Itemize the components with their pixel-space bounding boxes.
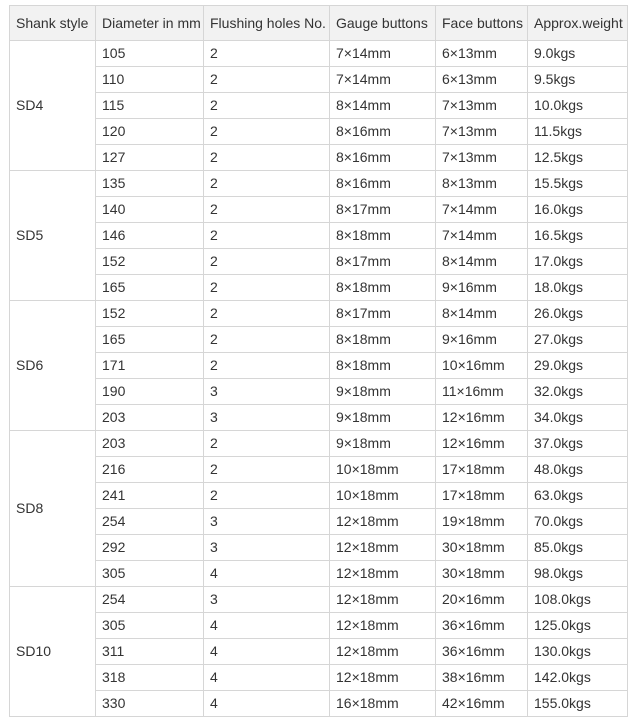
header-flushing-holes: Flushing holes No. (204, 6, 330, 41)
diameter-cell: 146 (96, 223, 204, 249)
flushing-holes-cell: 2 (204, 483, 330, 509)
face-buttons-cell: 36×16mm (436, 639, 528, 665)
face-buttons-cell: 36×16mm (436, 613, 528, 639)
gauge-buttons-cell: 8×16mm (330, 145, 436, 171)
table-row (10, 691, 628, 717)
diameter-cell: 292 (96, 535, 204, 561)
face-buttons-cell: 8×14mm (436, 301, 528, 327)
shank-style-cell: SD6 (10, 301, 96, 431)
flushing-holes-cell: 2 (204, 41, 330, 67)
diameter-cell: 105 (96, 41, 204, 67)
flushing-holes-cell: 2 (204, 249, 330, 275)
flushing-holes-cell: 3 (204, 379, 330, 405)
weight-cell: 130.0kgs (528, 639, 628, 665)
gauge-buttons-cell: 8×17mm (330, 197, 436, 223)
face-buttons-cell: 20×16mm (436, 587, 528, 613)
weight-cell: 10.0kgs (528, 93, 628, 119)
flushing-holes-cell: 2 (204, 145, 330, 171)
weight-cell: 125.0kgs (528, 613, 628, 639)
header-gauge-buttons: Gauge buttons (330, 6, 436, 41)
table-row (10, 249, 628, 275)
diameter-cell: 318 (96, 665, 204, 691)
diameter-cell: 190 (96, 379, 204, 405)
shank-style-cell: SD10 (10, 587, 96, 717)
face-buttons-cell: 7×13mm (436, 119, 528, 145)
flushing-holes-cell: 4 (204, 691, 330, 717)
face-buttons-cell: 7×14mm (436, 223, 528, 249)
spec-table (9, 5, 628, 717)
diameter-cell: 152 (96, 301, 204, 327)
flushing-holes-cell: 2 (204, 353, 330, 379)
table-row (10, 405, 628, 431)
diameter-cell: 311 (96, 639, 204, 665)
weight-cell: 98.0kgs (528, 561, 628, 587)
diameter-cell: 165 (96, 275, 204, 301)
flushing-holes-cell: 4 (204, 561, 330, 587)
face-buttons-cell: 8×13mm (436, 171, 528, 197)
weight-cell: 34.0kgs (528, 405, 628, 431)
flushing-holes-cell: 2 (204, 67, 330, 93)
gauge-buttons-cell: 8×17mm (330, 249, 436, 275)
weight-cell: 18.0kgs (528, 275, 628, 301)
diameter-cell: 203 (96, 431, 204, 457)
weight-cell: 9.5kgs (528, 67, 628, 93)
weight-cell: 17.0kgs (528, 249, 628, 275)
face-buttons-cell: 7×14mm (436, 197, 528, 223)
face-buttons-cell: 6×13mm (436, 67, 528, 93)
gauge-buttons-cell: 12×18mm (330, 587, 436, 613)
shank-style-cell: SD4 (10, 41, 96, 171)
weight-cell: 48.0kgs (528, 457, 628, 483)
flushing-holes-cell: 2 (204, 119, 330, 145)
diameter-cell: 171 (96, 353, 204, 379)
face-buttons-cell: 6×13mm (436, 41, 528, 67)
gauge-buttons-cell: 8×18mm (330, 353, 436, 379)
diameter-cell: 203 (96, 405, 204, 431)
flushing-holes-cell: 3 (204, 509, 330, 535)
flushing-holes-cell: 3 (204, 587, 330, 613)
face-buttons-cell: 19×18mm (436, 509, 528, 535)
weight-cell: 29.0kgs (528, 353, 628, 379)
face-buttons-cell: 42×16mm (436, 691, 528, 717)
diameter-cell: 305 (96, 561, 204, 587)
face-buttons-cell: 12×16mm (436, 431, 528, 457)
diameter-cell: 165 (96, 327, 204, 353)
table-row (10, 171, 628, 197)
gauge-buttons-cell: 8×18mm (330, 223, 436, 249)
gauge-buttons-cell: 12×18mm (330, 613, 436, 639)
header-shank-style: Shank style (10, 6, 96, 41)
table-row (10, 223, 628, 249)
table-row (10, 301, 628, 327)
gauge-buttons-cell: 10×18mm (330, 457, 436, 483)
header-diameter: Diameter in mm (96, 6, 204, 41)
flushing-holes-cell: 2 (204, 93, 330, 119)
weight-cell: 70.0kgs (528, 509, 628, 535)
flushing-holes-cell: 2 (204, 301, 330, 327)
diameter-cell: 127 (96, 145, 204, 171)
flushing-holes-cell: 3 (204, 405, 330, 431)
table-row (10, 509, 628, 535)
flushing-holes-cell: 2 (204, 275, 330, 301)
table-row (10, 379, 628, 405)
table-row (10, 587, 628, 613)
diameter-cell: 152 (96, 249, 204, 275)
diameter-cell: 305 (96, 613, 204, 639)
weight-cell: 155.0kgs (528, 691, 628, 717)
gauge-buttons-cell: 9×18mm (330, 379, 436, 405)
weight-cell: 142.0kgs (528, 665, 628, 691)
table-row (10, 67, 628, 93)
weight-cell: 85.0kgs (528, 535, 628, 561)
face-buttons-cell: 10×16mm (436, 353, 528, 379)
table-row (10, 483, 628, 509)
table-row (10, 561, 628, 587)
weight-cell: 27.0kgs (528, 327, 628, 353)
gauge-buttons-cell: 8×14mm (330, 93, 436, 119)
table-row (10, 145, 628, 171)
table-row (10, 197, 628, 223)
gauge-buttons-cell: 9×18mm (330, 405, 436, 431)
weight-cell: 32.0kgs (528, 379, 628, 405)
table-row (10, 665, 628, 691)
face-buttons-cell: 17×18mm (436, 483, 528, 509)
face-buttons-cell: 17×18mm (436, 457, 528, 483)
face-buttons-cell: 8×14mm (436, 249, 528, 275)
header-approx-weight: Approx.weight (528, 6, 628, 41)
diameter-cell: 120 (96, 119, 204, 145)
table-row (10, 431, 628, 457)
face-buttons-cell: 11×16mm (436, 379, 528, 405)
flushing-holes-cell: 2 (204, 457, 330, 483)
weight-cell: 11.5kgs (528, 119, 628, 145)
weight-cell: 16.0kgs (528, 197, 628, 223)
weight-cell: 63.0kgs (528, 483, 628, 509)
face-buttons-cell: 9×16mm (436, 275, 528, 301)
gauge-buttons-cell: 8×16mm (330, 119, 436, 145)
diameter-cell: 241 (96, 483, 204, 509)
table-header (10, 6, 628, 41)
diameter-cell: 330 (96, 691, 204, 717)
gauge-buttons-cell: 7×14mm (330, 41, 436, 67)
weight-cell: 12.5kgs (528, 145, 628, 171)
flushing-holes-cell: 2 (204, 171, 330, 197)
table-row (10, 119, 628, 145)
flushing-holes-cell: 4 (204, 613, 330, 639)
diameter-cell: 254 (96, 587, 204, 613)
flushing-holes-cell: 2 (204, 327, 330, 353)
diameter-cell: 254 (96, 509, 204, 535)
gauge-buttons-cell: 16×18mm (330, 691, 436, 717)
table-row (10, 275, 628, 301)
diameter-cell: 216 (96, 457, 204, 483)
diameter-cell: 135 (96, 171, 204, 197)
gauge-buttons-cell: 10×18mm (330, 483, 436, 509)
gauge-buttons-cell: 9×18mm (330, 431, 436, 457)
gauge-buttons-cell: 12×18mm (330, 509, 436, 535)
flushing-holes-cell: 2 (204, 197, 330, 223)
diameter-cell: 115 (96, 93, 204, 119)
face-buttons-cell: 30×18mm (436, 535, 528, 561)
table-row (10, 93, 628, 119)
table-row (10, 535, 628, 561)
face-buttons-cell: 7×13mm (436, 93, 528, 119)
flushing-holes-cell: 4 (204, 665, 330, 691)
face-buttons-cell: 9×16mm (436, 327, 528, 353)
weight-cell: 15.5kgs (528, 171, 628, 197)
flushing-holes-cell: 2 (204, 223, 330, 249)
table-body (10, 41, 628, 717)
weight-cell: 108.0kgs (528, 587, 628, 613)
table-row (10, 639, 628, 665)
gauge-buttons-cell: 7×14mm (330, 67, 436, 93)
flushing-holes-cell: 2 (204, 431, 330, 457)
gauge-buttons-cell: 12×18mm (330, 535, 436, 561)
gauge-buttons-cell: 8×17mm (330, 301, 436, 327)
flushing-holes-cell: 3 (204, 535, 330, 561)
gauge-buttons-cell: 8×18mm (330, 327, 436, 353)
weight-cell: 16.5kgs (528, 223, 628, 249)
table-row (10, 41, 628, 67)
diameter-cell: 110 (96, 67, 204, 93)
gauge-buttons-cell: 8×18mm (330, 275, 436, 301)
table-row (10, 613, 628, 639)
face-buttons-cell: 38×16mm (436, 665, 528, 691)
weight-cell: 37.0kgs (528, 431, 628, 457)
shank-style-cell: SD8 (10, 431, 96, 587)
shank-style-cell: SD5 (10, 171, 96, 301)
gauge-buttons-cell: 12×18mm (330, 639, 436, 665)
face-buttons-cell: 7×13mm (436, 145, 528, 171)
table-row (10, 327, 628, 353)
flushing-holes-cell: 4 (204, 639, 330, 665)
gauge-buttons-cell: 12×18mm (330, 665, 436, 691)
header-face-buttons: Face buttons (436, 6, 528, 41)
header-row (10, 6, 628, 41)
weight-cell: 9.0kgs (528, 41, 628, 67)
weight-cell: 26.0kgs (528, 301, 628, 327)
diameter-cell: 140 (96, 197, 204, 223)
face-buttons-cell: 12×16mm (436, 405, 528, 431)
face-buttons-cell: 30×18mm (436, 561, 528, 587)
gauge-buttons-cell: 12×18mm (330, 561, 436, 587)
table-row (10, 353, 628, 379)
table-row (10, 457, 628, 483)
gauge-buttons-cell: 8×16mm (330, 171, 436, 197)
